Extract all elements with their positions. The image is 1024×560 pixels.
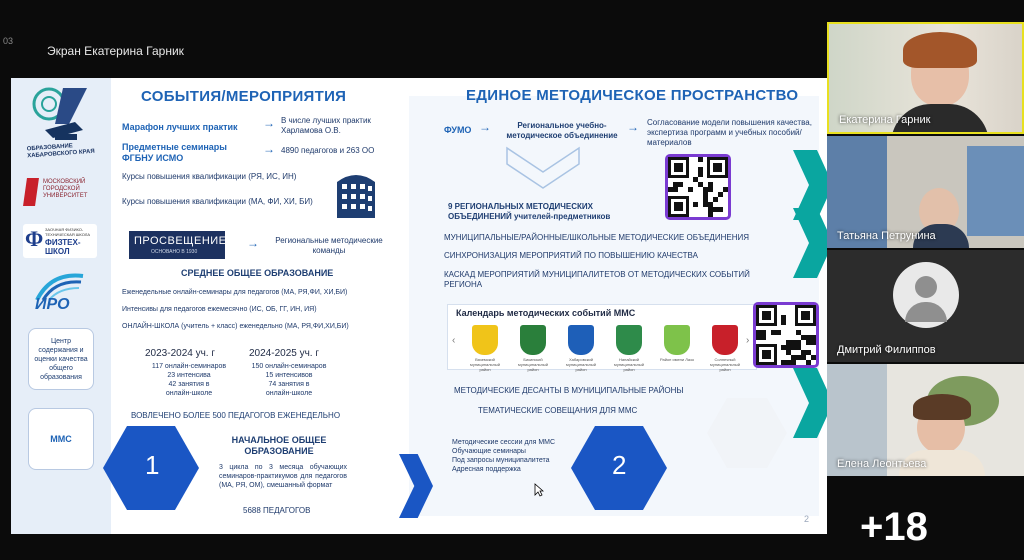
prosveshchenie-logo-text: ПРОСВЕЩЕНИЕ bbox=[134, 235, 227, 247]
weekly-seminars: Еженедельные онлайн-семинары для педагогов (МА, РЯ,ФИ, ХИ,БИ) bbox=[122, 289, 348, 296]
district-emblem-bikin-icon bbox=[520, 325, 546, 355]
qr-module bbox=[673, 187, 678, 192]
qr-module bbox=[723, 187, 728, 192]
shared-slide bbox=[11, 78, 827, 534]
year-1-line-3: 42 занятия в bbox=[168, 381, 210, 388]
assoc-arrow-icon: → bbox=[627, 120, 639, 134]
district-caption-3: Хабаровский муниципальный район bbox=[566, 357, 596, 372]
calendar-prev-icon[interactable]: ‹ bbox=[452, 335, 456, 346]
qr-module bbox=[791, 360, 796, 365]
corner-number: 03 bbox=[3, 36, 14, 46]
calendar-title: Календарь методических событий ММС bbox=[456, 308, 636, 318]
qr-finder bbox=[674, 202, 683, 211]
fumo-arrow-icon: → bbox=[479, 120, 491, 134]
district-caption-2: Бикинский муниципальный район bbox=[518, 357, 548, 372]
district-emblem-vyazemsky-icon bbox=[472, 325, 498, 355]
year-2-line-3: 74 занятия в bbox=[268, 381, 310, 388]
year-2-line-2: 15 интенсивов bbox=[265, 372, 313, 379]
fiztech-phi-icon: Φ bbox=[25, 226, 44, 251]
fumo-label: ФУМО bbox=[444, 125, 472, 135]
mouse-cursor-icon bbox=[534, 483, 544, 497]
regional-assoc: Региональное учебно-методическое объединение bbox=[506, 121, 618, 140]
building-icon bbox=[333, 168, 379, 220]
qr-module bbox=[776, 330, 781, 335]
person-head-icon bbox=[915, 276, 937, 298]
qr-finder bbox=[713, 163, 722, 172]
qr-module bbox=[781, 320, 786, 325]
targeted-support: Адресная поддержка bbox=[452, 466, 521, 473]
logo-fiztech bbox=[23, 224, 97, 258]
nine-assoc-line-2: ОБЪЕДИНЕНИЙ учителей-предметников bbox=[448, 212, 611, 221]
qr-module bbox=[708, 187, 713, 192]
participant-tile-2[interactable] bbox=[827, 136, 1024, 248]
participant-3-avatar bbox=[893, 262, 959, 328]
primary-heading-1: НАЧАЛЬНОЕ ОБЩЕЕ bbox=[231, 435, 327, 445]
district-caption-1: Вяземский муниципальный район bbox=[470, 357, 500, 372]
qr-module bbox=[713, 197, 718, 202]
primary-heading-2: ОБРАЗОВАНИЕ bbox=[244, 446, 314, 456]
year-1-line-4: онлайн-школе bbox=[165, 390, 213, 397]
participant-3-name: Дмитрий Филиппов bbox=[837, 344, 936, 356]
qr-module bbox=[678, 182, 683, 187]
marathon-arrow-icon: → bbox=[263, 116, 275, 130]
qr-module bbox=[718, 192, 723, 197]
sync-events: СИНХРОНИЗАЦИЯ МЕРОПРИЯТИЙ ПО ПОВЫШЕНИЮ КАЧЕСТВА bbox=[444, 251, 698, 260]
municipal-requests: Под запросы муниципалитета bbox=[452, 457, 550, 464]
courses-line-1: Курсы повышения квалификации (РЯ, ИС, ИН) bbox=[122, 172, 297, 181]
thematic-meetings: ТЕМАТИЧЕСКИЕ СОВЕЩАНИЯ ДЛЯ ММС bbox=[478, 406, 638, 415]
qr-finder bbox=[762, 311, 771, 320]
training-seminars: Обучающие семинары bbox=[452, 448, 526, 455]
prosveshchenie-logo bbox=[129, 231, 225, 259]
municipal-assoc: МУНИЦИПАЛЬНЫЕ/РАЙОННЫЕ/ШКОЛЬНЫЕ МЕТОДИЧЕСКИЕ ОБЪЕДИНЕНИЯ bbox=[444, 233, 749, 242]
district-emblem-solnechny-icon bbox=[712, 325, 738, 355]
qr-module bbox=[761, 335, 766, 340]
prosv-note: Региональные методические команды bbox=[275, 236, 383, 255]
methodical-landings: МЕТОДИЧЕСКИЕ ДЕСАНТЫ В МУНИЦИПАЛЬНЫЕ РАЙОНЫ bbox=[454, 386, 684, 395]
participant-tile-3[interactable] bbox=[827, 250, 1024, 362]
district-emblem-nanai-icon bbox=[616, 325, 642, 355]
qr-module bbox=[698, 172, 703, 177]
seminars-arrow-icon: → bbox=[263, 142, 275, 156]
qr-code-1 bbox=[665, 154, 731, 220]
more-participants-count[interactable]: +18 bbox=[860, 505, 928, 549]
nine-assoc-line-1: 9 РЕГИОНАЛЬНЫХ МЕТОДИЧЕСКИХ bbox=[448, 202, 593, 211]
right-slide-title: ЕДИНОЕ МЕТОДИЧЕСКОЕ ПРОСТРАНСТВО bbox=[466, 87, 799, 104]
participant-tile-4[interactable] bbox=[827, 364, 1024, 476]
qr-module bbox=[718, 207, 723, 212]
agreement-text: Согласование модели повышения качества, экспертиза программ и учебных пособий/материалов bbox=[647, 118, 812, 147]
qr-module bbox=[693, 202, 698, 207]
logo-iro bbox=[31, 270, 103, 313]
district-caption-4: Нанайский муниципальный район bbox=[614, 357, 644, 372]
year-1-heading: 2023-2024 уч. г bbox=[145, 348, 216, 359]
qr-module bbox=[811, 340, 816, 345]
year-1-line-2: 23 интенсива bbox=[167, 372, 211, 379]
participant-4-name: Елена Леонтьева bbox=[837, 458, 927, 470]
mms-box: ММС bbox=[28, 408, 94, 470]
qr-finder bbox=[801, 311, 810, 320]
obrazovanie-emblem-icon bbox=[25, 82, 97, 178]
funnel-chevron-icon bbox=[505, 146, 581, 190]
participant-tile-1[interactable] bbox=[827, 22, 1024, 134]
participant-1-name: Екатерина Гарник bbox=[839, 114, 931, 126]
district-caption-5: Район имени Лазо bbox=[659, 357, 695, 362]
qr-module bbox=[811, 355, 816, 360]
district-emblem-khabarovsk-icon bbox=[568, 325, 594, 355]
calendar-box bbox=[447, 304, 757, 370]
logo-obrazovanie bbox=[25, 82, 97, 183]
qr-finder bbox=[762, 350, 771, 359]
teachers-count: 5688 ПЕДАГОГОВ bbox=[243, 506, 311, 515]
prosveshchenie-logo-sub: ОСНОВАНО В 1930 bbox=[151, 249, 198, 255]
logo-fiztech-small: ЗАОЧНАЯ ФИЗИКО-ТЕХНИЧЕСКАЯ ШКОЛА bbox=[45, 227, 91, 237]
methodical-sessions: Методические сессии для ММС bbox=[452, 439, 556, 446]
marathon-label: Марафон лучших практик bbox=[122, 122, 238, 132]
center-content-box: Центр содержания и оценки качества общего образования bbox=[28, 328, 94, 390]
participant-4-hair bbox=[913, 394, 971, 420]
participant-2-name: Татьяна Петрунина bbox=[837, 230, 936, 242]
logo-university-text: МОСКОВСКИЙ ГОРОДСКОЙ УНИВЕРСИТЕТ bbox=[43, 179, 88, 199]
qr-code-2 bbox=[753, 302, 819, 368]
hex-badge-1-number: 1 bbox=[145, 450, 160, 480]
qr-finder bbox=[674, 163, 683, 172]
qr-module bbox=[688, 187, 693, 192]
left-slide-title: СОБЫТИЯ/МЕРОПРИЯТИЯ bbox=[141, 88, 347, 105]
year-2-line-4: онлайн-школе bbox=[265, 390, 313, 397]
district-emblem-lazo-icon bbox=[664, 325, 690, 355]
person-body-icon bbox=[905, 302, 947, 322]
prosv-arrow-icon: → bbox=[247, 236, 259, 250]
participant-1-hair bbox=[903, 32, 977, 68]
calendar-next-icon[interactable]: › bbox=[746, 335, 750, 346]
year-1-line-1: 117 онлайн-семинаров bbox=[151, 363, 227, 370]
logo-iro-text: ИРО bbox=[35, 296, 70, 313]
year-2-heading: 2024-2025 уч. г bbox=[249, 348, 320, 359]
seminars-note: 4890 педагогов и 263 ОО bbox=[281, 146, 375, 155]
marathon-note: В числе лучших практик Харламова О.В. bbox=[281, 116, 371, 135]
district-caption-6: Солнечный муниципальный район bbox=[710, 357, 740, 372]
cascade-events: КАСКАД МЕРОПРИЯТИЙ МУНИЦИПАЛИТЕТОВ ОТ МЕТОДИЧЕСКИХ СОБЫТИЙ РЕГИОНА bbox=[444, 270, 750, 289]
logo-obrazovanie-text: ОБРАЗОВАНИЕ ХАБАРОВСКОГО КРАЯ bbox=[26, 143, 95, 160]
online-school: ОНЛАЙН-ШКОЛА (учитель + класс) еженедельно (МА, РЯ,ФИ,ХИ,БИ) bbox=[122, 323, 349, 330]
involved-note: ВОВЛЕЧЕНО БОЛЕЕ 500 ПЕДАГОГОВ ЕЖЕНЕДЕЛЬНО bbox=[131, 411, 341, 420]
logo-fiztech-text: ФИЗТЕХ-ШКОЛ bbox=[45, 238, 81, 256]
slide-page-number: 2 bbox=[803, 514, 809, 524]
qr-module bbox=[806, 360, 811, 365]
participant-2-shelf-right bbox=[967, 146, 1024, 236]
seminars-label: Предметные семинары ФГБНУ ИСМО bbox=[122, 142, 227, 163]
qr-module bbox=[698, 157, 703, 162]
intensives: Интенсивы для педагогов ежемесячно (ИС, ОБ, ГГ, ИН, ИЯ) bbox=[122, 306, 317, 313]
screen-share-label: Экран Екатерина Гарник bbox=[47, 44, 184, 58]
courses-line-2: Курсы повышения квалификации (МА, ФИ, ХИ, БИ) bbox=[122, 197, 313, 206]
primary-text: 3 цикла по 3 месяца обучающих семинаров-практикумов для педагогов (МА, РЯ, ОМ), смешанный формат bbox=[219, 464, 347, 489]
secondary-heading: СРЕДНЕЕ ОБЩЕЕ ОБРАЗОВАНИЕ bbox=[181, 268, 334, 278]
qr-module bbox=[708, 212, 713, 217]
hex-badge-2-number: 2 bbox=[612, 450, 627, 480]
year-2-line-1: 150 онлайн-семинаров bbox=[251, 363, 327, 370]
